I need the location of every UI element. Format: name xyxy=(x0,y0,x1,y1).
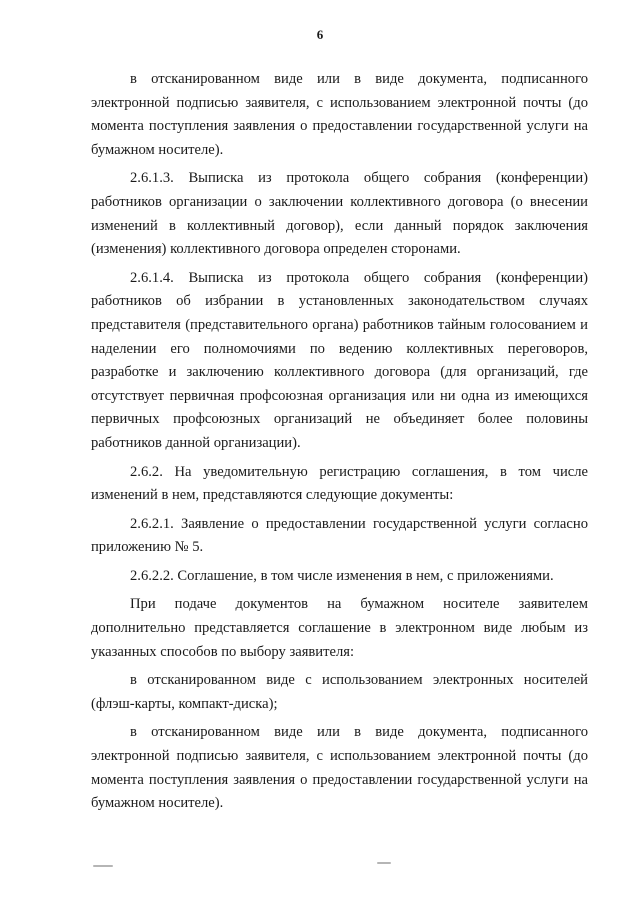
scan-mark xyxy=(377,862,391,864)
paragraph: 2.6.2.1. Заявление о предоставлении государственной услуги согласно приложению № 5. xyxy=(91,515,588,556)
paragraph: При подаче документов на бумажном носителе заявителем дополнительно представляется соглашение в электронном виде любым из указанных способов по выбору заявителя: xyxy=(91,596,588,660)
scan-mark xyxy=(93,865,113,867)
paragraph: 2.6.1.3. Выписка из протокола общего собрания (конференции) работников организации о заключении коллективного договора (о внесении изменений в коллективный договор), если данный порядок заключения (изменения) коллективного договора определен сторонами. xyxy=(91,170,588,258)
paragraph: 2.6.2.2. Соглашение, в том числе изменения в нем, с приложениями. xyxy=(130,567,554,584)
scan-artifacts xyxy=(0,862,640,870)
paragraph: в отсканированном виде или в виде документа, подписанного электронной подписью заявителя, с использованием электронной почты (до момента поступления заявления о предоставлении государственной услуги на бумажном носителе). xyxy=(91,71,588,158)
paragraph: 2.6.1.4. Выписка из протокола общего собрания (конференции) работников об избрании в установленных законодательством случаях представителя (представительного органа) работников тайным голосованием и наделении его полномочиями по ведению коллективных переговоров, разработке и заключению коллективного договора (для организаций, где отсутствует первичная профсоюзная организация или ни одна из имеющихся первичных профсоюзных организаций не объединяет более половины работников данной организации). xyxy=(91,269,588,451)
paragraph: в отсканированном виде с использованием электронных носителей (флэш-карты, компакт-диска); xyxy=(91,672,588,712)
page-number: 6 xyxy=(316,27,324,42)
document-body xyxy=(91,68,588,821)
paragraph: в отсканированном виде или в виде документа, подписанного электронной подписью заявителя, с использованием электронной почты (до момента поступления заявления о предоставлении государственной услуги на бумажном носителе). xyxy=(91,724,588,812)
paragraph: 2.6.2. На уведомительную регистрацию соглашения, в том числе изменений в нем, представляются следующие документы: xyxy=(91,463,588,504)
